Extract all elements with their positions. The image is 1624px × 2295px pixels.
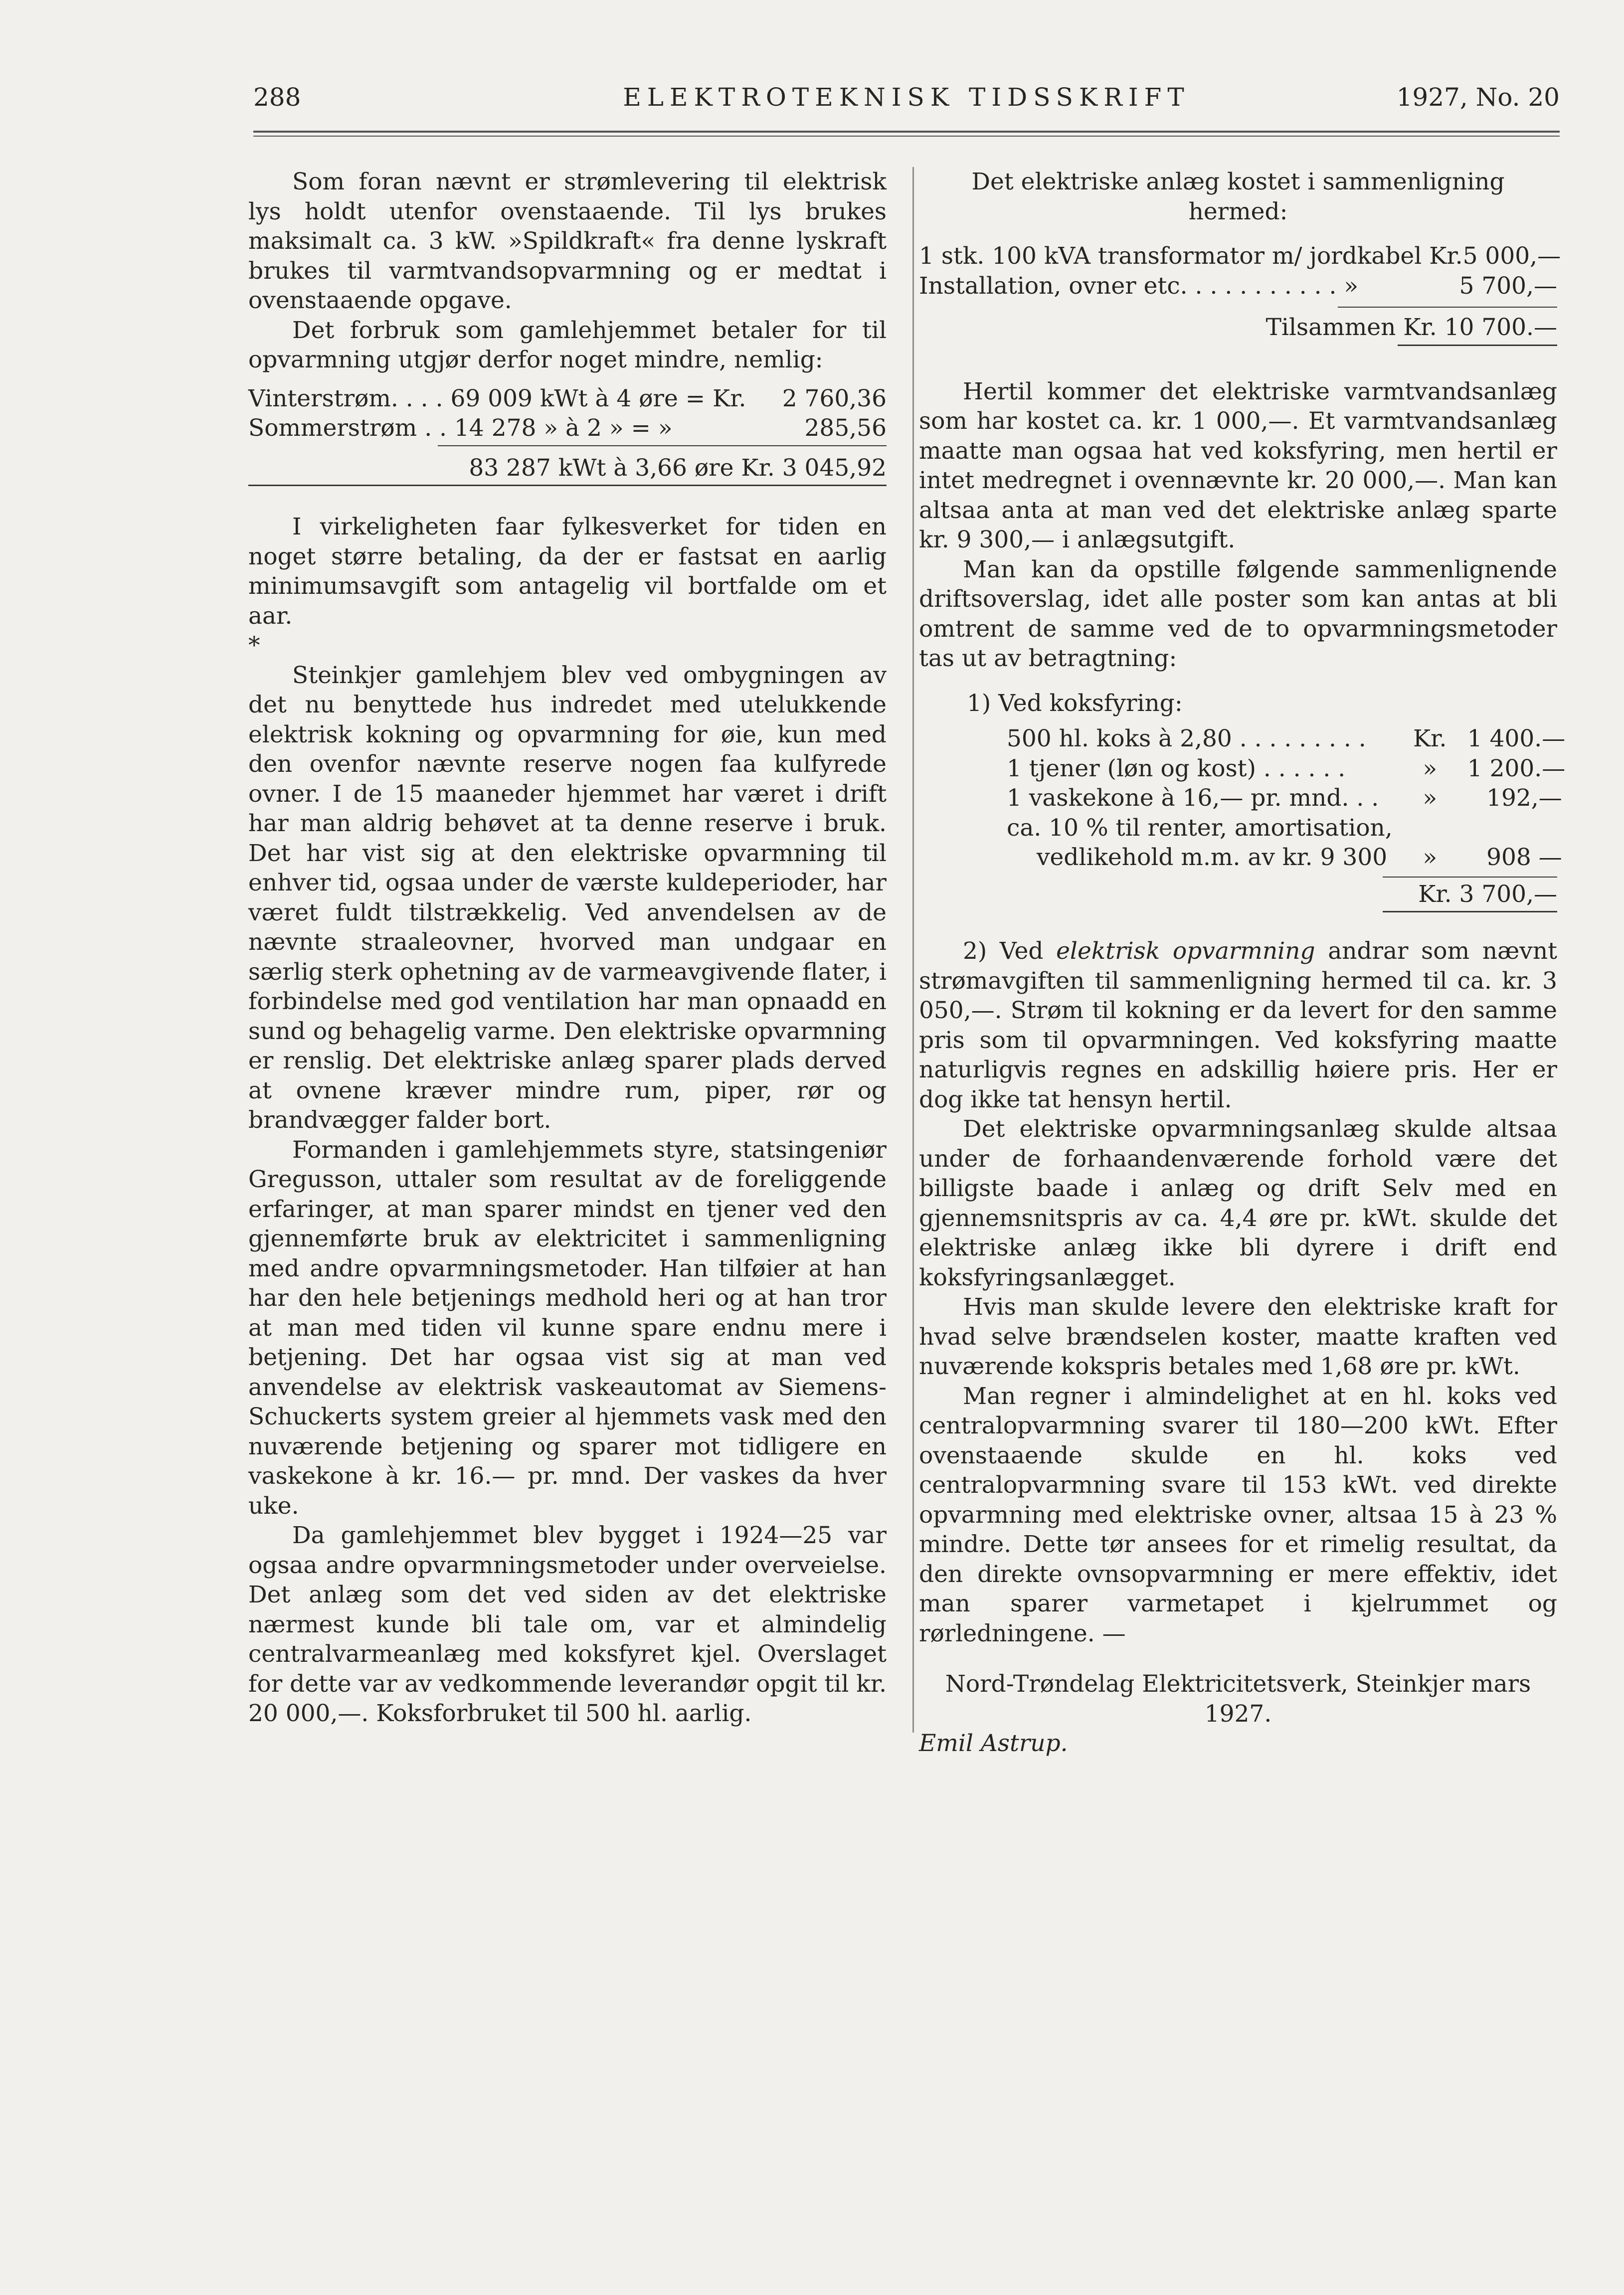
row-value: 5 000,— <box>1462 242 1561 270</box>
table-total: 83 287 kWt à 3,66 øre Kr. 3 045,92 <box>469 454 887 482</box>
paragraph: Hertil kommer det elektriske varmtvandsanlæg som har kostet ca. kr. 1 000,—. Et varmtvandsanlæg maatte man ogsaa hat ved koksfyring, men hertil er intet medregnet i ovennævnte kr. 20 000,—. Man kan altsaa anta at man ved det elektriske anlæg sparte kr. 9 300,— i anlægsutgift. <box>919 377 1557 553</box>
row-label: 500 hl. koks à 2,80 . . . . . . . . . <box>1007 725 1366 752</box>
paragraph: I virkeligheten faar fylkesverket for tiden en noget større betaling, da der er fastsat en aarlig minimumsavgift som antagelig vil bortfalde om et aar. <box>248 513 887 630</box>
row-unit: » <box>1423 754 1438 782</box>
table-row <box>919 271 1557 301</box>
row-value: 192,— <box>1486 784 1562 812</box>
row-label: vedlikehold m.m. av kr. 9 300 <box>1037 844 1388 871</box>
koks-total: Kr. 3 700,— <box>1418 880 1557 908</box>
row-value: 2 760,36 <box>782 384 887 412</box>
total-rule <box>248 485 887 486</box>
table-row <box>248 384 887 414</box>
row-unit: » <box>1423 844 1438 871</box>
row-unit: Kr. <box>1413 725 1447 752</box>
paragraph: Man kan da opstille følgende sammenlignende driftsoverslag, idet alle poster som kan antas at bli omtrent de samme ved de to opvarmningsmetoder tas ut av betragtning: <box>919 555 1557 672</box>
header-rule-thin <box>253 136 1560 137</box>
paragraph: Det forbruk som gamlehjemmet betaler for til opvarmning utgjør derfor noget mindre, nemlig: <box>248 316 887 373</box>
row-value: 1 200.— <box>1467 754 1566 782</box>
issue-number: 1927, No. 20 <box>1396 83 1560 112</box>
total-rule <box>1383 911 1557 912</box>
cost-total: Tilsammen Kr. 10 700.— <box>1265 314 1557 341</box>
paragraph: Hvis man skulde levere den elektriske kraft for hvad selve brændselen koster, maatte kraften ved nuværende kokspris betales med 1,68 øre pr. kWt. <box>919 1293 1557 1380</box>
paragraph: Det elektriske opvarmningsanlæg skulde altsaa under de forhaandenværende forhold være det billigste baade i anlæg og drift Selv med en gjennemsnitspris av ca. 4,4 øre pr. kWt. skulde det elektriske anlæg ikke bli dyrere i drift end koksfyringsanlægget. <box>919 1115 1557 1291</box>
consumption-table <box>248 384 887 487</box>
row-label: Installation, ovner etc. . . . . . . . . . . » <box>919 272 1359 300</box>
paragraph: Da gamlehjemmet blev bygget i 1924—25 var ogsaa andre opvarmningsmetoder under overveielse. Det anlæg som det ved siden av det elektriske nærmest kunde bli tale om, var et almindelig centralvarmeanlæg med koksfyret kjel. Overslaget for dette var av vedkommende leverandør opgit til kr. 20 000,—. Koksforbruket til 500 hl. aarlig. <box>248 1522 887 1727</box>
journal-title: ELEKTROTEKNISK TIDSSKRIFT <box>623 83 1190 112</box>
row-value: 5 700,— <box>1459 272 1557 300</box>
sum-rule <box>1338 307 1557 308</box>
row-value: 1 400.— <box>1467 725 1566 752</box>
paragraph-rest: andrar som nævnt strømavgiften til sammenligning hermed til ca. kr. 3 050,—. Strøm til kokning er da levert for den samme pris som til opvarmningen. Ved koksfyring maatte naturligvis regnes en adskillig høiere pris. Her er dog ikke tat hensyn hertil. <box>919 937 1557 1113</box>
total-rule <box>1398 345 1557 346</box>
table-row <box>248 413 887 443</box>
signoff-place: Nord-Trøndelag Elektricitetsverk, Steinkjer mars 1927. <box>945 1670 1531 1728</box>
koks-table <box>919 724 1566 873</box>
paragraph: Man regner i almindelighet at en hl. koks ved centralopvarmning svarer til 180—200 kWt. Efter ovenstaaende skulde en hl. koks ved centralopvarmning svare til 153 kWt. ved direkte opvarmning med elektriske ovner, altsaa 15 à 23 % mindre. Dette tør ansees for et rimelig resultat, da den direkte ovnsopvarmning er mere effektiv, idet man sparer varmetapet i kjelrummet og rørledningene. — <box>919 1382 1557 1647</box>
column-divider <box>912 167 914 1733</box>
author-signature: Emil Astrup. <box>919 1730 1068 1757</box>
header-rule <box>253 131 1560 133</box>
row-unit: » <box>1423 784 1438 812</box>
row-label: 1 tjener (løn og kost) . . . . . . <box>1007 754 1346 782</box>
sum-rule <box>1383 877 1557 878</box>
paragraph: Det elektriske anlæg kostet i sammenligning hermed: <box>971 168 1505 225</box>
left-column <box>248 167 887 1729</box>
paragraph: Steinkjer gamlehjem blev ved ombygningen av det nu benyttede hus indredet med utelukkende elektrisk kokning og opvarmning for øie, kun med den ovenfor nævnte reserve nogen faa kulfyrede ovner. I de 15 maaneder hjemmet har været i drift har man aldrig behøvet at ta denne reserve i bruk. Det har vist sig at den elektriske opvarmning til enhver tid, ogsaa under de værste kuldeperioder, har været fuldt tilstrækkelig. Ved anvendelsen av de nævnte straaleovner, hvorved man undgaar en særlig sterk ophetning av de varmeavgivende flater, i forbindelse med god ventilation har man opnaadd en sund og behagelig varme. Den elektriske opvarmning er renslig. Det elektriske anlæg sparer plads derved at ovnene kræver mindre rum, piper, rør og brandvægger falder bort. <box>248 661 887 1134</box>
row-unit <box>1393 813 1467 843</box>
row-value: 285,56 <box>804 414 887 442</box>
row-label: Vinterstrøm. . . . 69 009 kWt à 4 øre = Kr. <box>248 384 746 412</box>
row-value <box>1467 813 1562 843</box>
sum-rule <box>438 445 887 446</box>
right-column <box>919 167 1566 1759</box>
paragraph: Som foran nævnt er strømlevering til elektrisk lys holdt utenfor ovenstaaende. Til lys brukes maksimalt ca. 3 kW. »Spildkraft« fra denne lyskraft brukes til varmtvandsopvarmning og er medtat i ovenstaaende opgave. <box>248 168 887 314</box>
paragraph-prefix: 2) Ved <box>963 937 1057 965</box>
page-number: 288 <box>253 83 301 112</box>
section-separator: * <box>248 632 260 659</box>
running-header <box>253 80 1560 115</box>
row-label: ca. 10 % til renter, amortisation, <box>1007 814 1393 842</box>
koks-heading: 1) Ved koksfyring: <box>967 689 1183 717</box>
emphasis: elektrisk opvarmning <box>1056 937 1315 965</box>
row-label: 1 stk. 100 kVA transformator m/ jordkabel Kr. <box>919 242 1463 270</box>
table-row <box>919 241 1561 271</box>
row-label: Sommerstrøm . . 14 278 » à 2 » = » <box>248 414 673 442</box>
row-label: 1 vaskekone à 16,— pr. mnd. . . <box>1007 784 1379 812</box>
cost-table <box>919 241 1561 346</box>
paragraph: Formanden i gamlehjemmets styre, statsingeniør Gregusson, uttaler som resultat av de foreliggende erfaringer, at man sparer mindst en tjener ved den gjennemførte bruk av elektricitet i sammenligning med andre opvarmningsmetoder. Han tilføier at han har den hele betjenings medhold heri og at han tror at man med tiden vil kunne spare endnu mere i betjening. Det har ogsaa vist sig at man ved anvendelse av elektrisk vaskeautomat av Siemens-Schuckerts system greier al hjemmets vask med den nuværende betjening og sparer mot tidligere en vaskekone à kr. 16.— pr. mnd. Der vaskes da hver uke. <box>248 1136 887 1520</box>
row-value: 908 — <box>1486 844 1562 871</box>
paragraph <box>919 936 1557 1114</box>
